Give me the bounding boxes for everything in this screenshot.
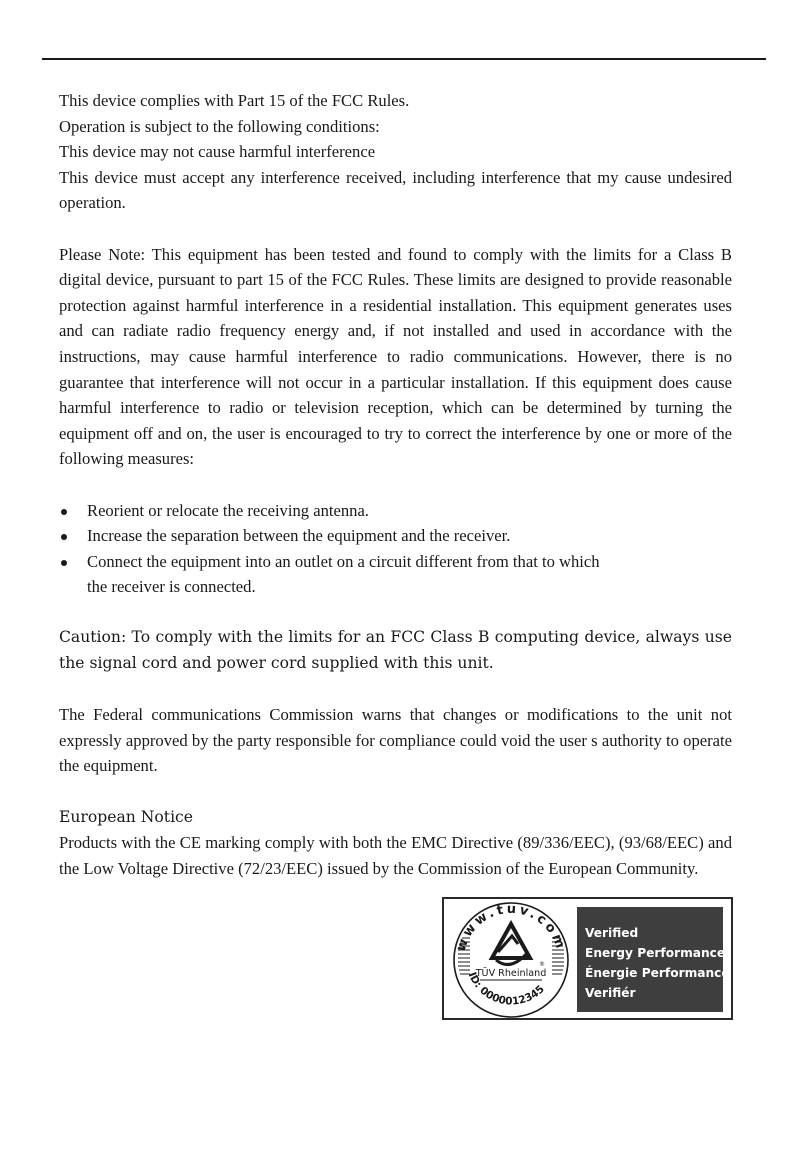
list-item: Connect the equipment into an outlet on a circuit different from that to which the receiver is connected. [59,549,732,600]
fcc-line-2: Operation is subject to the following conditions: [59,116,380,136]
fcc-line-1: This device complies with Part 15 of the FCC Rules. [59,91,410,110]
bullet-icon [61,509,67,515]
document-body [59,88,732,881]
fcc-warning-paragraph: The Federal communications Commission warns that changes or modifications to the unit not expressly approved by the party responsible for compliance could void the user s authority to operate the equipment. [59,705,732,776]
measures-list [59,498,732,600]
tuv-seal-icon [446,900,576,1018]
verified-line-1: Verified [585,926,639,940]
badge-url-text: www.tuv.com [453,901,569,954]
header-rule [42,58,766,60]
verified-line-2: Energy Performance [585,946,726,960]
please-note-paragraph: Please Note: This equipment has been tested and found to comply with the limits for a Class B digital device, pursuant to part 15 of the FCC Rules. These limits are designed to provide reasonable protection against harmful interference in a residential installation. This equipment generates uses and can radiate radio frequency energy and, if not installed and used in accordance with the instructions, may cause harmful interference to radio communications. However, there is no guarantee that interference will not occur in a particular installation. If this equipment does cause harmful interference to radio or television reception, which can be determined by turning the equipment off and on, the user is encouraged to try to correct the interference by one or more of the following measures: [59,244,732,469]
verified-line-4: Verifiér [585,986,636,1000]
list-item-continuation: the receiver is connected. [87,577,256,597]
list-item: Reorient or relocate the receiving antenna. [59,498,732,524]
verified-line-3: Énergie Performance [585,966,730,980]
bullet-icon [61,560,67,566]
fcc-statement [59,88,732,216]
badge-id-text: ID: 0000012345 [465,970,547,1008]
european-notice-paragraph: Products with the CE marking comply with both the EMC Directive (89/336/EEC), (93/68/EEC) and the Low Voltage Directive (72/23/EEC) issued by the Commission of the European Community. [59,833,732,878]
registered-mark: ® [539,961,545,968]
caution-paragraph: Caution: To comply with the limits for an FCC Class B computing device, always use the signal cord and power cord supplied with this unit. [59,628,732,673]
bullet-icon [61,534,67,540]
tuv-certification-badge [442,897,733,1020]
fcc-line-3: This device may not cause harmful interference [59,142,376,162]
european-notice-heading: European Notice [59,807,194,826]
badge-brand-text: TÜV Rheinland [475,968,547,979]
fcc-line-4: This device must accept any interference received, including interference that my cause undesired operation. [59,167,732,213]
list-item: Increase the separation between the equipment and the receiver. [59,523,732,549]
verified-label-panel [577,907,730,1012]
